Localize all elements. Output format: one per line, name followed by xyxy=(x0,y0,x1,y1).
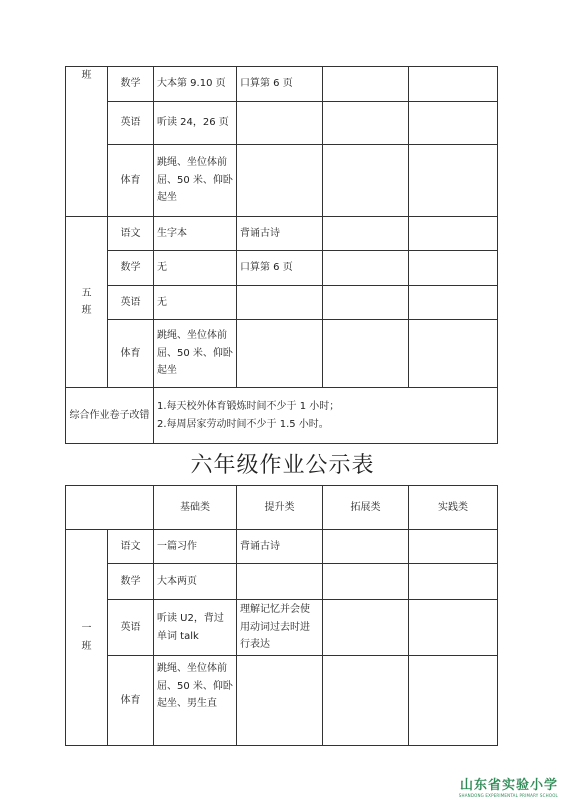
subject-cell: 体育 xyxy=(108,320,154,388)
summary-label: 综合作业卷子改错 xyxy=(66,388,154,444)
grade6-homework-table xyxy=(65,485,498,746)
subject-cell: 语文 xyxy=(108,217,154,251)
basic-cell: 生字本 xyxy=(154,217,237,251)
improve-cell xyxy=(237,102,323,145)
page-title: 六年级作业公示表 xyxy=(190,453,375,478)
extend-cell xyxy=(323,102,409,145)
header-improve: 提升类 xyxy=(237,486,323,530)
school-logo-english: SHANDONG EXPERIMENTAL PRIMARY SCHOOL xyxy=(458,793,558,798)
improve-cell xyxy=(237,286,323,320)
summary-line-1: 1.每天校外体育锻炼时间不少于 1 小时； xyxy=(157,401,340,412)
basic-cell: 无 xyxy=(154,286,237,320)
basic-cell: 大本第 9.10 页 xyxy=(154,67,237,102)
practice-cell xyxy=(409,530,498,564)
summary-line-2: 2.每周居家劳动时间不少于 1.5 小时。 xyxy=(157,418,329,430)
improve-cell: 背诵古诗 xyxy=(237,530,323,564)
practice-cell xyxy=(409,286,498,320)
subject-cell: 语文 xyxy=(108,530,154,564)
class-label: 一班 xyxy=(66,530,108,746)
subject-cell: 英语 xyxy=(108,600,154,656)
extend-cell xyxy=(323,564,409,600)
basic-cell: 跳绳、坐位体前屈、50 米、仰卧起坐 xyxy=(154,320,237,388)
corner-cell xyxy=(66,486,154,530)
extend-cell xyxy=(323,286,409,320)
practice-cell xyxy=(409,656,498,746)
improve-cell xyxy=(237,320,323,388)
extend-cell xyxy=(323,600,409,656)
subject-cell: 数学 xyxy=(108,251,154,286)
subject-cell: 体育 xyxy=(108,145,154,217)
practice-cell xyxy=(409,600,498,656)
practice-cell xyxy=(409,217,498,251)
practice-cell xyxy=(409,251,498,286)
extend-cell xyxy=(323,251,409,286)
practice-cell xyxy=(409,564,498,600)
basic-cell: 跳绳、坐位体前屈、50 米、仰卧起坐、男生直 xyxy=(154,656,237,746)
subject-cell: 英语 xyxy=(108,286,154,320)
subject-cell: 体育 xyxy=(108,656,154,746)
improve-cell xyxy=(237,656,323,746)
extend-cell xyxy=(323,320,409,388)
practice-cell xyxy=(409,67,498,102)
header-basic: 基础类 xyxy=(154,486,237,530)
basic-cell: 听读 U2，背过单词 talk xyxy=(154,600,237,656)
header-extend: 拓展类 xyxy=(323,486,409,530)
basic-cell: 听读 24，26 页 xyxy=(154,102,237,145)
basic-cell: 大本两页 xyxy=(154,564,237,600)
improve-cell xyxy=(237,145,323,217)
subject-cell: 数学 xyxy=(108,67,154,102)
class-label: 班 xyxy=(66,67,108,217)
basic-cell: 跳绳、坐位体前屈、50 米、仰卧起坐 xyxy=(154,145,237,217)
school-logo xyxy=(458,774,558,798)
subject-cell: 英语 xyxy=(108,102,154,145)
basic-cell: 无 xyxy=(154,251,237,286)
improve-cell: 口算第 6 页 xyxy=(237,67,323,102)
school-logo-name: 山东省实验小学 xyxy=(459,778,558,793)
practice-cell xyxy=(409,320,498,388)
improve-cell: 口算第 6 页 xyxy=(237,251,323,286)
improve-cell: 理解记忆并会使用动词过去时进行表达 xyxy=(237,600,323,656)
extend-cell xyxy=(323,530,409,564)
class-label: 五班 xyxy=(66,217,108,388)
extend-cell xyxy=(323,656,409,746)
extend-cell xyxy=(323,67,409,102)
extend-cell xyxy=(323,145,409,217)
header-practice: 实践类 xyxy=(409,486,498,530)
basic-cell: 一篇习作 xyxy=(154,530,237,564)
grade5-homework-table xyxy=(65,66,498,444)
subject-cell: 数学 xyxy=(108,564,154,600)
extend-cell xyxy=(323,217,409,251)
summary-notes xyxy=(154,388,498,444)
practice-cell xyxy=(409,102,498,145)
improve-cell: 背诵古诗 xyxy=(237,217,323,251)
practice-cell xyxy=(409,145,498,217)
improve-cell xyxy=(237,564,323,600)
